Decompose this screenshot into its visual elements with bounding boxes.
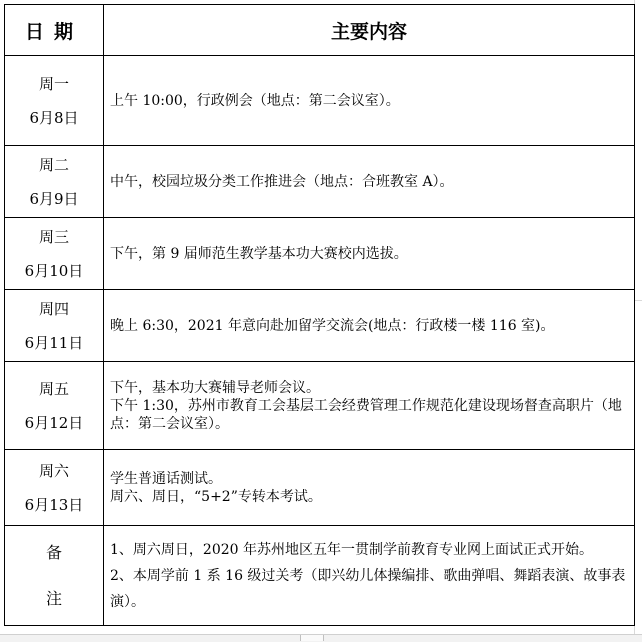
content-column-header: 主要内容 bbox=[104, 5, 635, 56]
content-line: 上午 10:00，行政例会（地点：第二会议室）。 bbox=[110, 92, 400, 109]
date-label: 6月8日 bbox=[29, 108, 79, 127]
day-cell bbox=[5, 362, 104, 450]
weekday-label: 周一 bbox=[38, 74, 69, 93]
content-line: 下午 1:30，苏州市教育工会基层工会经费管理工作规范化建设现场督查高职片（地点：第二会议室）。 bbox=[110, 397, 622, 432]
date-label: 6月12日 bbox=[24, 413, 84, 432]
date-column-header: 日期 bbox=[5, 5, 104, 56]
content-cell bbox=[104, 290, 635, 362]
weekday-label: 周三 bbox=[38, 227, 69, 246]
content-cell bbox=[104, 450, 635, 526]
day-cell bbox=[5, 218, 104, 290]
notes-row bbox=[5, 526, 635, 626]
date-label: 6月9日 bbox=[29, 189, 79, 208]
day-cell bbox=[5, 290, 104, 362]
grid-line bbox=[634, 300, 642, 301]
weekly-schedule-table bbox=[4, 4, 635, 626]
content-cell bbox=[104, 146, 635, 218]
weekday-label: 周五 bbox=[38, 379, 69, 398]
date-label: 6月13日 bbox=[24, 495, 84, 514]
day-cell bbox=[5, 450, 104, 526]
day-cell bbox=[5, 146, 104, 218]
note-item: 2、本周学前 1 系 16 级过关考（即兴幼儿体操编排、歌曲弹唱、舞蹈表演、故事表演）。 bbox=[110, 567, 626, 610]
content-line: 晚上 6:30，2021 年意向赴加留学交流会(地点：行政楼一楼 116 室)。 bbox=[110, 317, 555, 334]
date-label: 6月10日 bbox=[24, 261, 84, 280]
content-cell bbox=[104, 56, 635, 146]
weekday-label: 周四 bbox=[38, 299, 69, 318]
table-row bbox=[5, 218, 635, 290]
weekday-label: 周二 bbox=[38, 155, 69, 174]
notes-label: 注 bbox=[45, 588, 62, 608]
content-line: 中午，校园垃圾分类工作推进会（地点：合班教室 A）。 bbox=[110, 173, 454, 190]
table-row bbox=[5, 450, 635, 526]
scrollbar-thumb[interactable] bbox=[300, 635, 324, 641]
content-cell bbox=[104, 362, 635, 450]
content-line: 周六、周日，“5+2”专转本考试。 bbox=[110, 488, 322, 505]
notes-content-cell bbox=[104, 526, 635, 626]
content-cell bbox=[104, 218, 635, 290]
day-cell bbox=[5, 56, 104, 146]
date-label: 6月11日 bbox=[24, 333, 84, 352]
header-row bbox=[5, 5, 635, 56]
notes-label-cell bbox=[5, 526, 104, 626]
weekday-label: 周六 bbox=[38, 461, 69, 480]
table-row bbox=[5, 56, 635, 146]
content-line: 下午，第 9 届师范生教学基本功大赛校内选拔。 bbox=[110, 245, 408, 262]
table-row bbox=[5, 146, 635, 218]
note-item: 1、周六周日，2020 年苏州地区五年一贯制学前教育专业网上面试正式开始。 bbox=[110, 541, 593, 558]
content-line: 学生普通话测试。 bbox=[110, 470, 222, 487]
table-row bbox=[5, 290, 635, 362]
table-row bbox=[5, 362, 635, 450]
content-line: 下午，基本功大赛辅导老师会议。 bbox=[110, 379, 320, 396]
notes-label: 备 bbox=[45, 542, 62, 562]
